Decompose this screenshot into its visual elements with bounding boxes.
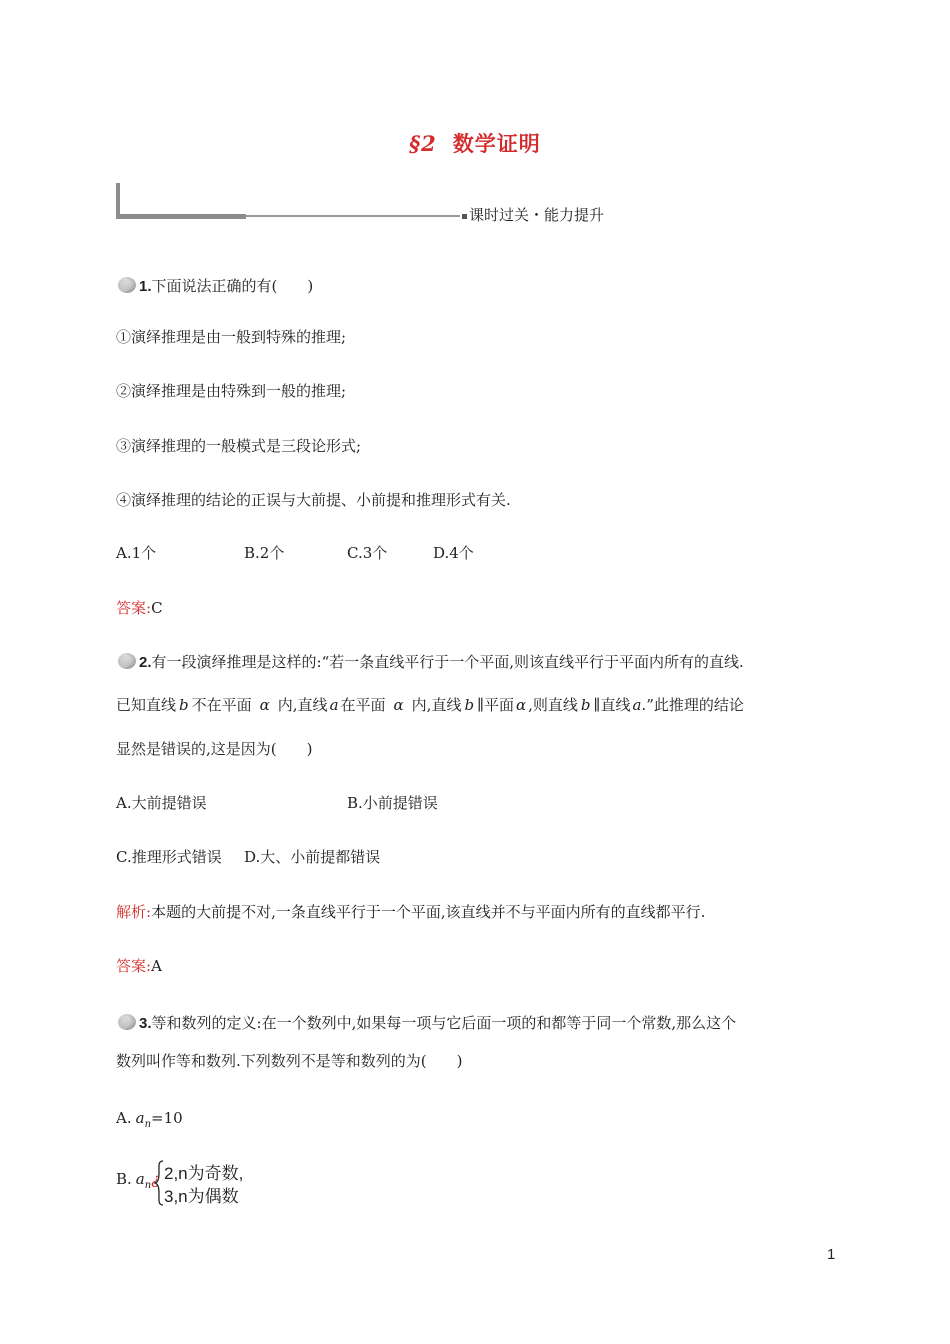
var-a: a [135,1109,145,1127]
var-a: a [329,696,339,714]
text: 在平面 [340,696,386,714]
question-number: 2. [139,654,152,671]
q2-line-3: 显然是错误的,这是因为( ) [116,740,313,758]
question-text: 等和数列的定义:在一个数列中,如果每一项与它后面一项的和都等于同一个常数,那么这个 [151,1014,737,1032]
analysis-label: 解析: [116,903,152,921]
text: .”此推理的结论 [641,696,744,714]
text: 内,直线 [411,696,462,714]
q1-option-a: A.1个 [116,544,157,562]
answer-label: 答案: [116,957,152,975]
section-number: §2 [409,131,437,156]
answer-value: A [151,957,162,975]
q2-option-d: D.大、小前提都错误 [244,848,381,866]
q2-option-a: A.大前提错误 [116,794,207,812]
square-bullet-icon [462,214,467,219]
question-1-stem [116,276,313,297]
option-prefix: B. [116,1170,132,1188]
question-text: 有一段演绎推理是这样的:“若一条直线平行于一个平面,则该直线平行于平面内所有的直线. [151,653,744,671]
var-a: a [135,1170,145,1188]
q2-option-c: C.推理形式错误 [116,848,222,866]
q1-statement-2: ②演绎推理是由特殊到一般的推理; [116,382,347,400]
q1-statement-1: ①演绎推理是由一般到特殊的推理; [116,328,347,346]
question-number: 1. [139,278,152,295]
question-bullet-icon [116,276,137,294]
text: 内,直线 [277,696,328,714]
q2-option-b: B.小前提错误 [347,794,438,812]
q1-statement-4: ④演绎推理的结论的正误与大前提、小前提和推理形式有关. [116,491,511,509]
q1-statement-3: ③演绎推理的一般模式是三段论形式; [116,437,362,455]
var-b: b [580,696,591,714]
page-title [0,128,950,158]
text: ∥直线 [593,696,631,714]
option-value: =10 [151,1109,183,1127]
banner-label [462,204,604,225]
banner-thick-rule [116,214,246,219]
q3-option-a [116,1108,183,1135]
q2-answer [116,956,162,976]
question-3-stem [116,1013,736,1034]
subscript-n: n [144,1119,152,1130]
equals-glyph: ¿ [151,1170,160,1188]
question-text: 下面说法正确的有( ) [151,277,314,295]
text: 已知直线 [116,696,177,714]
banner-label-text: 课时过关・能力提升 [469,206,605,224]
text: ∥平面 [477,696,514,714]
q3-line-2: 数列叫作等和数列.下列数列不是等和数列的为( ) [116,1052,463,1070]
subscript-n: n [144,1180,152,1191]
section-title: 数学证明 [452,131,541,156]
answer-label: 答案: [116,599,152,617]
q2-analysis [116,902,705,922]
var-b: b [179,696,189,714]
var-a: a [632,696,642,714]
answer-value: C [151,599,163,617]
option-prefix: A. [116,1109,132,1127]
var-alpha: α [259,696,270,714]
question-2-stem [116,652,744,673]
text: 不在平面 [191,696,252,714]
banner-thin-rule [246,215,460,217]
text: ,则直线 [528,696,578,714]
var-alpha: α [516,696,527,714]
case-odd: 2,n为奇数, [164,1164,244,1183]
question-number: 3. [139,1015,152,1032]
q2-line-2 [116,695,744,715]
q1-option-d: D.4个 [433,544,474,562]
analysis-text: 本题的大前提不对,一条直线平行于一个平面,该直线并不与平面内所有的直线都平行. [151,903,706,921]
question-bullet-icon [116,652,137,670]
var-b: b [464,696,475,714]
q1-option-b: B.2个 [244,544,285,562]
case-even: 3,n为偶数 [164,1187,239,1206]
q1-answer [116,598,163,618]
left-brace-icon [154,1160,164,1206]
q3-option-b-cases [164,1162,243,1208]
q3-option-b-prefix [116,1170,159,1191]
var-alpha: α [393,696,404,714]
question-bullet-icon [116,1013,137,1031]
q1-option-c: C.3个 [347,544,388,562]
page-number: 1 [827,1246,836,1263]
